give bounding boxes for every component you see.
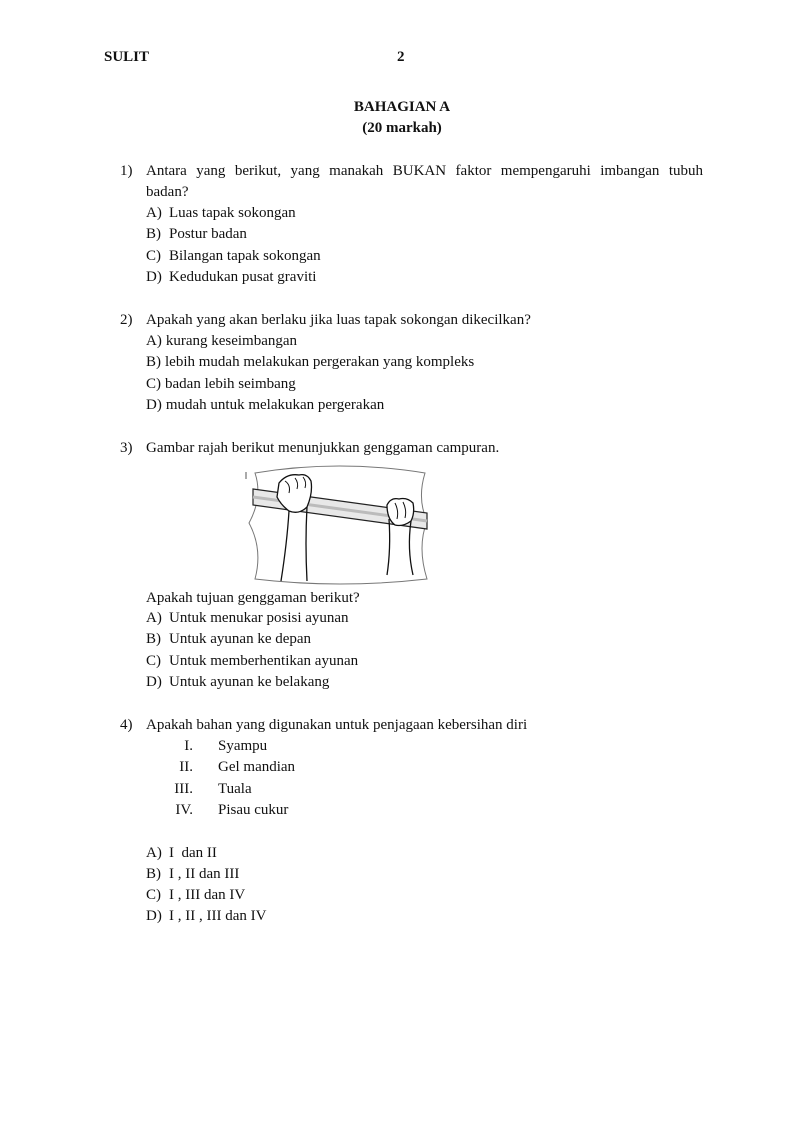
option-text: Bilangan tapak sokongan — [169, 248, 321, 264]
question-text-line2: badan? — [146, 184, 189, 200]
page-number: 2 — [397, 49, 405, 65]
option-text: badan lebih seimbang — [165, 376, 296, 392]
option-letter: D) — [146, 674, 162, 690]
option-text: Luas tapak sokongan — [169, 205, 296, 221]
item-numeral: IV. — [175, 802, 193, 818]
option-letter: B) — [146, 354, 161, 370]
option-text: Untuk ayunan ke depan — [169, 631, 312, 647]
mixed-grip-figure — [241, 463, 437, 585]
item-text: Syampu — [218, 738, 268, 754]
option-d — [146, 908, 266, 925]
option-letter: B) — [146, 631, 161, 647]
question-text-line1: Antara yang berikut, yang manakah BUKAN faktor mempengaruhi imbangan tubuh — [146, 163, 703, 179]
section-title: BAHAGIAN A — [353, 99, 451, 115]
option-text: I , III dan IV — [169, 887, 246, 903]
option-d — [146, 397, 384, 414]
option-a — [146, 845, 217, 862]
option-text: Postur badan — [169, 226, 247, 242]
question-number: 1) — [120, 163, 133, 179]
option-text: Untuk ayunan ke belakang — [169, 674, 330, 690]
option-text: Kedudukan pusat graviti — [169, 269, 317, 285]
item-numeral: II. — [179, 759, 193, 775]
item-numeral: III. — [174, 781, 193, 797]
classification-label: SULIT — [104, 49, 150, 65]
option-letter: A) — [146, 845, 162, 861]
item-text: Tuala — [218, 781, 252, 797]
option-c — [146, 653, 358, 670]
option-a — [146, 333, 297, 350]
question-number: 3) — [120, 440, 133, 456]
option-letter: C) — [146, 653, 161, 669]
option-text: I , II dan III — [169, 866, 240, 882]
option-b — [146, 631, 311, 648]
option-a — [146, 610, 349, 627]
option-letter: A) — [146, 610, 162, 626]
option-letter: C) — [146, 248, 161, 264]
item-text: Gel mandian — [218, 759, 296, 775]
option-text: Untuk memberhentikan ayunan — [169, 653, 359, 669]
item-numeral: I. — [184, 738, 193, 754]
option-c — [146, 248, 321, 265]
mixed-grip-bar-illustration-icon — [241, 463, 437, 585]
option-letter: D) — [146, 397, 162, 413]
option-letter: C) — [146, 887, 161, 903]
option-text: Untuk menukar posisi ayunan — [169, 610, 349, 626]
option-text: lebih mudah melakukan pergerakan yang kompleks — [165, 354, 475, 370]
question-text: Apakah bahan yang digunakan untuk penjagaan kebersihan diri — [146, 717, 528, 733]
option-b — [146, 354, 474, 371]
question-text: Gambar rajah berikut menunjukkan genggaman campuran. — [146, 440, 500, 456]
question-text: Apakah yang akan berlaku jika luas tapak sokongan dikecilkan? — [146, 312, 531, 328]
option-d — [146, 674, 329, 691]
option-b — [146, 226, 247, 243]
section-marks: (20 markah) — [362, 120, 442, 136]
option-d — [146, 269, 316, 286]
option-c — [146, 376, 296, 393]
sub-question-text: Apakah tujuan genggaman berikut? — [146, 590, 360, 606]
option-letter: C) — [146, 376, 161, 392]
option-c — [146, 887, 245, 904]
option-a — [146, 205, 296, 222]
option-letter: A) — [146, 333, 162, 349]
question-number: 2) — [120, 312, 133, 328]
option-letter: B) — [146, 226, 161, 242]
option-letter: D) — [146, 269, 162, 285]
item-text: Pisau cukur — [218, 802, 289, 818]
option-text: I , II , III dan IV — [169, 908, 267, 924]
option-text: mudah untuk melakukan pergerakan — [165, 397, 385, 413]
option-letter: A) — [146, 205, 162, 221]
option-letter: D) — [146, 908, 162, 924]
option-b — [146, 866, 239, 883]
question-number: 4) — [120, 717, 133, 733]
option-text: I dan II — [169, 845, 217, 861]
option-text: kurang keseimbangan — [165, 333, 298, 349]
option-letter: B) — [146, 866, 161, 882]
